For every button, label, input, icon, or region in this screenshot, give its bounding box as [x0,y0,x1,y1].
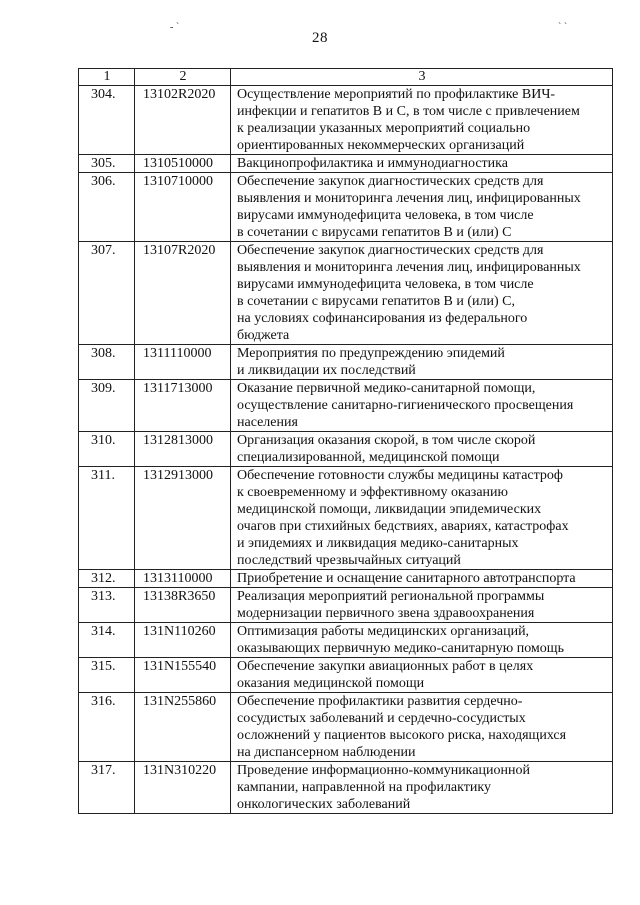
table-row [79,86,613,155]
table-row [79,762,613,814]
table-row [79,588,613,623]
description-line: специализированной, медицинской помощи [237,450,500,465]
row-number: 308. [79,345,135,380]
expense-description [231,467,613,570]
description-line: Обеспечение готовности службы медицины катастроф [237,468,563,483]
target-article-code: 1311713000 [135,380,231,432]
row-number: 305. [79,155,135,173]
description-line: оказания медицинской помощи [237,676,425,691]
target-article-code: 131N155540 [135,658,231,693]
target-article-code: 1311110000 [135,345,231,380]
description-line: Обеспечение закупок диагностических средств для [237,243,544,258]
expense-description [231,623,613,658]
expense-description [231,380,613,432]
description-line: очагов при стихийных бедствиях, авариях, катастрофах [237,519,569,534]
description-line: Организация оказания скорой, в том числе скорой [237,433,536,448]
table-row [79,658,613,693]
description-line: Оптимизация работы медицинских организаций, [237,624,530,639]
description-line: онкологических заболеваний [237,797,411,812]
row-number: 312. [79,570,135,588]
table-row [79,380,613,432]
target-article-code: 1310710000 [135,173,231,242]
row-number: 314. [79,623,135,658]
row-number: 317. [79,762,135,814]
table-row [79,345,613,380]
description-line: Проведение информационно-коммуникационной [237,763,530,778]
description-line: последствий чрезвычайных ситуаций [237,553,461,568]
description-line: оказывающих первичную медико-санитарную помощь [237,641,564,656]
description-line: осуществление санитарно-гигиенического просвещения [237,398,574,413]
description-line: осложнений у пациентов высокого риска, находящихся [237,728,567,743]
description-line: в сочетании с вирусами гепатитов В и (или) С [237,225,512,240]
expense-description [231,658,613,693]
scan-artifact-right: ` ` [558,22,568,33]
row-number: 310. [79,432,135,467]
expense-description [231,345,613,380]
table-row [79,467,613,570]
table-row [79,432,613,467]
description-line: в сочетании с вирусами гепатитов В и (или) С, [237,294,516,309]
description-line: сосудистых заболеваний и сердечно-сосудистых [237,711,526,726]
page-number: 28 [312,30,328,46]
expense-description [231,570,613,588]
target-article-code: 13102R2020 [135,86,231,155]
description-line: на условиях софинансирования из федерального [237,311,528,326]
description-line: населения [237,415,298,430]
target-article-code: 1312913000 [135,467,231,570]
description-line: Обеспечение профилактики развития сердечно- [237,694,523,709]
description-line: вирусами иммунодефицита человека, в том числе [237,208,534,223]
expense-description [231,762,613,814]
row-number: 306. [79,173,135,242]
description-line: Обеспечение закупки авиационных работ в целях [237,659,534,674]
description-line: Мероприятия по предупреждению эпидемий [237,346,505,361]
expense-description [231,242,613,345]
description-line: и ликвидации их последствий [237,363,416,378]
table-row [79,242,613,345]
table-row [79,570,613,588]
target-article-code: 1312813000 [135,432,231,467]
description-line: Осуществление мероприятий по профилактике ВИЧ- [237,87,556,102]
description-line: Обеспечение закупок диагностических средств для [237,174,544,189]
description-line: кампании, направленной на профилактику [237,780,491,795]
table-row [79,623,613,658]
description-line: на диспансерном наблюдении [237,745,416,760]
table-header [79,69,613,86]
description-line: Приобретение и оснащение санитарного автотранспорта [237,571,576,586]
row-number: 316. [79,693,135,762]
description-line: вирусами иммунодефицита человека, в том числе [237,277,534,292]
description-line: инфекции и гепатитов В и С, в том числе с привлечением [237,104,580,119]
table-body [79,86,613,814]
description-line: бюджета [237,328,290,343]
expense-description [231,693,613,762]
description-line: медицинской помощи, ликвидации эпидемических [237,502,542,517]
column-header-1: 1 [79,69,135,86]
row-number: 309. [79,380,135,432]
expense-description [231,173,613,242]
target-article-code: 131N310220 [135,762,231,814]
target-article-code: 1310510000 [135,155,231,173]
expense-description [231,86,613,155]
description-line: ориентированных некоммерческих организаций [237,138,525,153]
expense-description [231,155,613,173]
budget-code-table [78,68,613,814]
description-line: модернизации первичного звена здравоохранения [237,606,535,621]
description-line: Вакцинопрофилактика и иммунодиагностика [237,156,508,171]
header-row [79,69,613,86]
scan-artifact-left: - ` [170,22,180,33]
row-number: 313. [79,588,135,623]
description-line: Реализация мероприятий региональной программы [237,589,545,604]
table-row [79,693,613,762]
row-number: 311. [79,467,135,570]
description-line: выявления и мониторинга лечения лиц, инфицированных [237,260,581,275]
description-line: выявления и мониторинга лечения лиц, инфицированных [237,191,581,206]
column-header-2: 2 [135,69,231,86]
row-number: 307. [79,242,135,345]
description-line: к своевременному и эффективному оказанию [237,485,508,500]
target-article-code: 131N255860 [135,693,231,762]
expense-description [231,432,613,467]
description-line: Оказание первичной медико-санитарной помощи, [237,381,536,396]
row-number: 304. [79,86,135,155]
target-article-code: 131N110260 [135,623,231,658]
description-line: и эпидемиях и ликвидация медико-санитарных [237,536,519,551]
column-header-3: 3 [231,69,613,86]
description-line: к реализации указанных мероприятий социально [237,121,531,136]
row-number: 315. [79,658,135,693]
expense-description [231,588,613,623]
table-row [79,155,613,173]
target-article-code: 1313110000 [135,570,231,588]
table-row [79,173,613,242]
target-article-code: 13138R3650 [135,588,231,623]
target-article-code: 13107R2020 [135,242,231,345]
